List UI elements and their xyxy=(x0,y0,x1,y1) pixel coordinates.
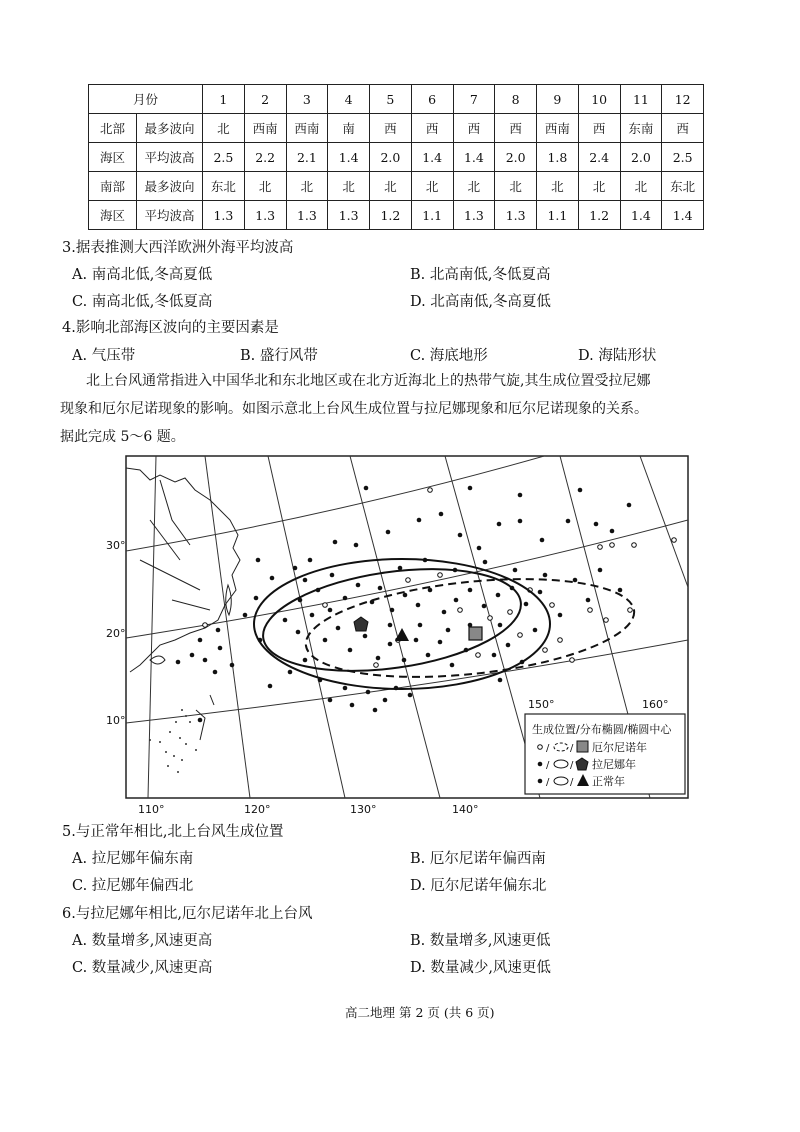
svg-text:/: / xyxy=(546,777,550,788)
svg-text:/: / xyxy=(570,777,574,788)
table-cell: 2.4 xyxy=(578,143,620,172)
table-cell: 北 xyxy=(244,172,286,201)
table-cell: 西 xyxy=(578,114,620,143)
month-cell: 4 xyxy=(328,85,370,114)
month-cell: 6 xyxy=(411,85,453,114)
month-header: 月份 xyxy=(89,85,203,114)
q5-option-b[interactable]: B. 厄尔尼诺年偏西南 xyxy=(410,851,546,867)
table-cell: 北 xyxy=(620,172,662,201)
lon-label-150: 150° xyxy=(528,698,555,711)
row-label: 最多波向 xyxy=(137,114,203,143)
lat-label-30: 30° xyxy=(106,539,126,552)
table-cell: 东北 xyxy=(203,172,245,201)
question-5-stem: 5.与正常年相比,北上台风生成位置 xyxy=(62,824,284,840)
lat-label-20: 20° xyxy=(106,627,126,640)
q3-option-b[interactable]: B. 北高南低,冬低夏高 xyxy=(410,267,551,283)
table-cell: 2.1 xyxy=(286,143,328,172)
month-cell: 1 xyxy=(203,85,245,114)
table-cell: 2.0 xyxy=(495,143,537,172)
table-cell: 1.3 xyxy=(453,201,495,230)
region-label: 海区 xyxy=(89,201,137,230)
table-cell: 1.1 xyxy=(537,201,579,230)
q5-option-a[interactable]: A. 拉尼娜年偏东南 xyxy=(72,851,194,867)
q4-option-d[interactable]: D. 海陆形状 xyxy=(578,348,657,364)
svg-text:/: / xyxy=(570,760,574,771)
table-cell: 1.3 xyxy=(495,201,537,230)
legend-la-nina-label: 拉尼娜年 xyxy=(592,758,636,771)
month-cell: 8 xyxy=(495,85,537,114)
table-cell: 北 xyxy=(328,172,370,201)
lon-label-130: 130° xyxy=(350,803,377,816)
legend-normal-label: 正常年 xyxy=(592,775,625,788)
table-cell: 1.3 xyxy=(244,201,286,230)
table-cell: 东北 xyxy=(662,172,704,201)
table-cell: 西南 xyxy=(286,114,328,143)
table-cell: 1.4 xyxy=(620,201,662,230)
legend-title: 生成位置/分布椭圆/椭圆中心 xyxy=(532,723,672,736)
table-cell: 北 xyxy=(495,172,537,201)
svg-text:/: / xyxy=(570,743,574,754)
q3-option-d[interactable]: D. 北高南低,冬高夏低 xyxy=(410,294,551,310)
region-label: 北部 xyxy=(89,114,137,143)
lon-label-160: 160° xyxy=(642,698,669,711)
table-cell: 西 xyxy=(662,114,704,143)
table-cell: 1.1 xyxy=(411,201,453,230)
month-cell: 11 xyxy=(620,85,662,114)
table-cell: 西 xyxy=(453,114,495,143)
legend-el-nino-icon xyxy=(577,741,588,752)
table-cell: 2.0 xyxy=(370,143,412,172)
row-label: 平均波高 xyxy=(137,143,203,172)
passage-line-3: 据此完成 5～6 题。 xyxy=(60,429,185,445)
q5-option-c[interactable]: C. 拉尼娜年偏西北 xyxy=(72,878,194,894)
table-cell: 1.4 xyxy=(411,143,453,172)
table-cell: 西 xyxy=(370,114,412,143)
question-6-stem: 6.与拉尼娜年相比,厄尔尼诺年北上台风 xyxy=(62,906,313,922)
month-cell: 2 xyxy=(244,85,286,114)
q4-option-a[interactable]: A. 气压带 xyxy=(72,348,136,364)
passage-line-2: 现象和厄尔尼诺现象的影响。如图示意北上台风生成位置与拉尼娜现象和厄尔尼诺现象的关系。 xyxy=(60,401,648,417)
region-label: 海区 xyxy=(89,143,137,172)
lon-label-140: 140° xyxy=(452,803,479,816)
q3-option-a[interactable]: A. 南高北低,冬高夏低 xyxy=(72,267,213,283)
table-cell: 西南 xyxy=(537,114,579,143)
q6-option-c[interactable]: C. 数量减少,风速更高 xyxy=(72,960,213,976)
q4-option-c[interactable]: C. 海底地形 xyxy=(410,348,488,364)
region-label: 南部 xyxy=(89,172,137,201)
row-label: 平均波高 xyxy=(137,201,203,230)
table-cell: 北 xyxy=(453,172,495,201)
table-cell: 1.2 xyxy=(578,201,620,230)
q6-option-a[interactable]: A. 数量增多,风速更高 xyxy=(72,933,213,949)
q6-option-d[interactable]: D. 数量减少,风速更低 xyxy=(410,960,551,976)
table-cell: 北 xyxy=(370,172,412,201)
table-cell: 西 xyxy=(411,114,453,143)
table-cell: 北 xyxy=(286,172,328,201)
svg-text:/: / xyxy=(546,760,550,771)
table-cell: 西南 xyxy=(244,114,286,143)
page-footer: 高二地理 第 2 页 (共 6 页) xyxy=(345,1005,495,1020)
table-cell: 2.2 xyxy=(244,143,286,172)
month-cell: 3 xyxy=(286,85,328,114)
table-cell: 1.8 xyxy=(537,143,579,172)
table-cell: 2.0 xyxy=(620,143,662,172)
question-4-stem: 4.影响北部海区波向的主要因素是 xyxy=(62,320,279,336)
passage-line-1: 北上台风通常指进入中国华北和东北地区或在北方近海北上的热带气旋,其生成位置受拉尼娜 xyxy=(86,373,651,389)
month-cell: 5 xyxy=(370,85,412,114)
table-cell: 西 xyxy=(495,114,537,143)
table-cell: 南 xyxy=(328,114,370,143)
table-cell: 1.4 xyxy=(662,201,704,230)
table-cell: 1.3 xyxy=(203,201,245,230)
table-cell: 北 xyxy=(411,172,453,201)
row-label: 最多波向 xyxy=(137,172,203,201)
question-3-stem: 3.据表推测大西洋欧洲外海平均波高 xyxy=(62,240,294,256)
el-nino-center-marker xyxy=(469,627,482,640)
table-cell: 1.2 xyxy=(370,201,412,230)
q5-option-d[interactable]: D. 厄尔尼诺年偏东北 xyxy=(410,878,547,894)
svg-text:/: / xyxy=(546,743,550,754)
lon-label-110: 110° xyxy=(138,803,165,816)
table-cell: 东南 xyxy=(620,114,662,143)
month-cell: 12 xyxy=(662,85,704,114)
q4-option-b[interactable]: B. 盛行风带 xyxy=(240,348,318,364)
table-cell: 1.3 xyxy=(286,201,328,230)
table-cell: 2.5 xyxy=(203,143,245,172)
q3-option-c[interactable]: C. 南高北低,冬低夏高 xyxy=(72,294,213,310)
q6-option-b[interactable]: B. 数量增多,风速更低 xyxy=(410,933,551,949)
table-cell: 1.3 xyxy=(328,201,370,230)
month-cell: 9 xyxy=(537,85,579,114)
table-cell: 1.4 xyxy=(328,143,370,172)
table-cell: 北 xyxy=(537,172,579,201)
table-cell: 1.4 xyxy=(453,143,495,172)
table-cell: 2.5 xyxy=(662,143,704,172)
month-cell: 7 xyxy=(453,85,495,114)
table-cell: 北 xyxy=(578,172,620,201)
lat-label-10: 10° xyxy=(106,714,126,727)
table-cell: 北 xyxy=(203,114,245,143)
legend-el-nino-label: 厄尔尼诺年 xyxy=(592,741,647,754)
month-cell: 10 xyxy=(578,85,620,114)
lon-label-120: 120° xyxy=(244,803,271,816)
